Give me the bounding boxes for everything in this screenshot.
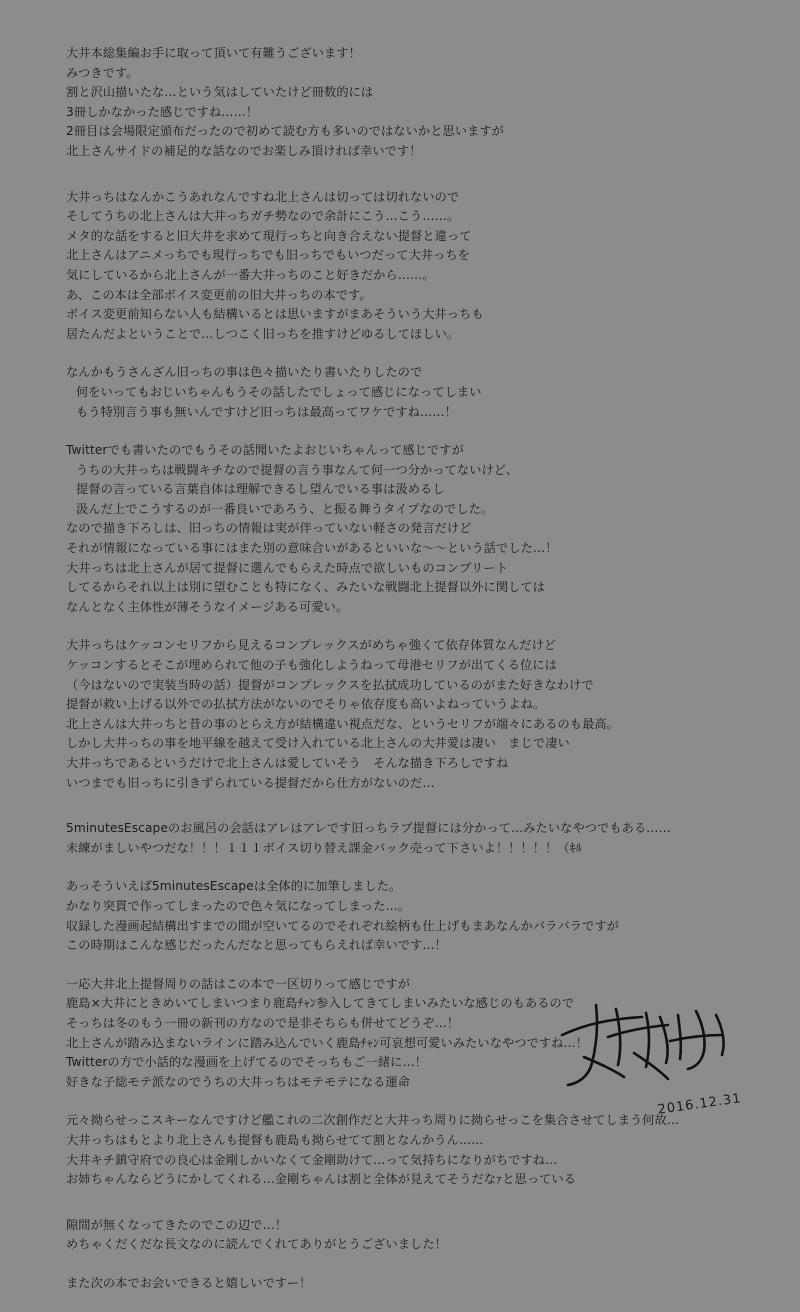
text-line: 大井キチ鎮守府での良心は金剛しかいなくて金剛助けて…って気持ちになりがちですね… — [66, 1152, 558, 1167]
paragraph-1 — [66, 44, 748, 162]
text-line: かなり突貫で作ってしまったので色々気になってしまった…。 — [66, 898, 411, 913]
text-line: メタ的な話をすると旧大井を求めて現行っちと向き合えない提督と違って — [66, 228, 472, 243]
text-line: みつきです。 — [66, 65, 139, 80]
paragraph-10 — [66, 1216, 748, 1255]
text-line: 鹿島×大井にときめいてしまいつまり鹿島ﾁｬﾝ参入してきてしまいみたいな感じのもあるので — [66, 996, 575, 1011]
paragraph-3 — [66, 363, 748, 422]
text-line: （今はないので実装当時の話）提督がコンプレックスを払拭成功しているのがまた好きなわけで — [66, 677, 594, 692]
text-line: 居たんだよということで…しつこく旧っちを推すけどゆるしてほしい。 — [66, 326, 460, 341]
text-line: ボイス変更前知らない人も結構いるとは思いますがまあそういう大井っちも — [66, 307, 484, 322]
text-line: 北上さんサイドの補足的な話なのでお楽しみ頂ければ幸いです！ — [66, 143, 422, 158]
text-line: 隙間が無くなってきたのでこの辺で…！ — [66, 1217, 288, 1232]
text-line: 好きな子総モテ派なのでうちの大井っちはモテモテになる運命 — [66, 1074, 411, 1089]
text-line: 大井っちは北上さんが居て提督に選んでもらえた時点で欲しいものコンプリート — [66, 560, 508, 575]
text-line: 大井っちはなんかこうあれなんですね北上さんは切っては切れないので — [66, 189, 460, 204]
text-line: また次の本でお会いできると嬉しいですー！ — [66, 1275, 312, 1290]
text-line: 元々拗らせっこスキーなんですけど艦これの二次創作だと大井っち周りに拗らせっこを集合させてしまう何故… — [66, 1113, 680, 1128]
text-line: 提督の言っている言葉自体は理解できるし望んでいる事は汲めるし — [76, 482, 445, 497]
paragraph-5 — [66, 636, 748, 793]
text-line: Twitterの方で小話的な漫画を上げてるのでそっちもご一緒に…！ — [66, 1055, 428, 1070]
text-line: 汲んだ上でこうするのが一番良いであろう、と振る舞うタイプなのでした。 — [76, 501, 494, 516]
text-line: うちの大井っちは戦闘キチなので提督の言う事なんて何一つ分かってないけど、 — [76, 462, 519, 477]
text-line: お姉ちゃんならどうにかしてくれる…金剛ちゃんは割と全体が見えてそうだなｧと思っている — [66, 1172, 576, 1187]
text-line: しかし大井っちの事を地平線を越えて受け入れている北上さんの大井愛は凄い まじで凄い — [66, 736, 570, 751]
text-line: 5minutesEscapeのお風呂の会話はアレはアレです旧っちラブ提督には分かって…みたいなやつでもある…… — [66, 821, 671, 836]
text-line: 割と沢山描いたな…という気はしていたけど冊数的には — [66, 85, 374, 100]
text-line: あ、この本は全部ボイス変更前の旧大井っちの本です。 — [66, 287, 372, 302]
text-line: 2冊目は会場限定頒布だったので初めて読む方も多いのではないかと思いますが — [66, 124, 504, 139]
text-line: 一応大井北上提督周りの話はこの本で一区切りって感じですが — [66, 976, 411, 991]
paragraph-6 — [66, 819, 748, 858]
paragraph-9 — [66, 1111, 748, 1189]
text-line: 何をいってもおじいちゃんもうその話したでしょって感じになってしまい — [76, 384, 482, 399]
text-line: なんとなく主体性が薄そうなイメージある可愛い。 — [66, 599, 349, 614]
text-line: もう特別言う事も無いんですけど旧っちは最高ってワケですね……！ — [76, 404, 457, 419]
text-line: それが情報になっている事にはまた別の意味合いがあるといいな～～という話でした…！ — [66, 541, 558, 556]
text-line: 北上さんはアニメっちでも現行っちでも旧っちでもいつだって大井っちを — [66, 248, 471, 263]
text-line: めちゃくだくだな長文なのに読んでくれてありがとうございました！ — [66, 1237, 447, 1252]
text-line: そっちは冬のもう一冊の新刊の方なので是非そちらも併せてどうぞ…！ — [66, 1015, 460, 1030]
text-line: Twitterでも書いたのでもうその話聞いたよおじいちゃんって感じですが — [66, 443, 464, 458]
paragraph-8 — [66, 975, 748, 1093]
text-line: いつまでも旧っちに引きずられている提督だから仕方がないのだ… — [66, 775, 435, 790]
signature-date: 2016.12.31 — [656, 1091, 742, 1118]
text-line: 3冊しかなかった感じですね……！ — [66, 104, 259, 119]
text-line: 気にしているから北上さんが一番大井っちのこと好きだから……。 — [66, 267, 435, 282]
text-line: 未練がましいやつだな！！！１１１ボイス切り替え課金バック売って下さいよ！！！！！（ｷﾙ — [66, 840, 583, 855]
text-line: 大井本総集編お手に取って頂いて有難うございます！ — [66, 46, 361, 60]
text-line: なので描き下ろしは、旧っちの情報は実が伴っていない軽さの発言だけど — [66, 521, 472, 536]
text-line: 大井っちはケッコンセリフから見えるコンプレックスがめちゃ強くて依存体質なんだけど — [66, 638, 557, 653]
text-line: 大井っちであるというだけで北上さんは愛していそう そんな描き下ろしですね — [66, 756, 509, 770]
text-line: 北上さんが踏み込まないラインに踏み込んでいく鹿島ﾁｬﾝ可哀想可愛いみたいなやつですね…！ — [66, 1035, 589, 1050]
text-line: 収録した漫画起結構出すまでの間が空いてるのでそれぞれ絵柄も仕上げもまあなんかバラバラですが — [66, 918, 619, 933]
paragraph-4 — [66, 441, 748, 617]
paragraph-11 — [66, 1274, 748, 1294]
text-line: 提督が救い上げる以外での払拭方法がないのでそりゃ依存度も高いよねっていうよね。 — [66, 697, 546, 712]
text-line: そしてうちの北上さんは大井っちガチ勢なので余計にこう…こう……。 — [66, 209, 460, 224]
afterword-text-block — [66, 44, 748, 1312]
text-line: 北上さんは大井っちと昔の事のとらえ方が結構違い視点だな、というセリフが端々にあるのも最高。 — [66, 716, 619, 731]
text-line: なんかもうさんざん旧っちの事は色々描いたり書いたりしたので — [66, 365, 423, 380]
text-line: この時期はこんな感じだったんだなと思ってもらえれば幸いです…！ — [66, 938, 447, 953]
text-line: ケッコンするとそこが埋められて他の子も強化しようねって母港セリフが出てくる位には — [66, 658, 557, 673]
text-line: してるからそれ以上は別に望むことも特になく、みたいな戦闘北上提督以外に関しては — [66, 580, 545, 595]
paragraph-2 — [66, 188, 748, 345]
text-line: 大井っちはもとより北上さんも提督も鹿島も拗らせてて割となんかうん…… — [66, 1132, 484, 1147]
text-line: あっそういえば5minutesEscapeは全体的に加筆しました。 — [66, 879, 402, 894]
paragraph-7 — [66, 877, 748, 955]
